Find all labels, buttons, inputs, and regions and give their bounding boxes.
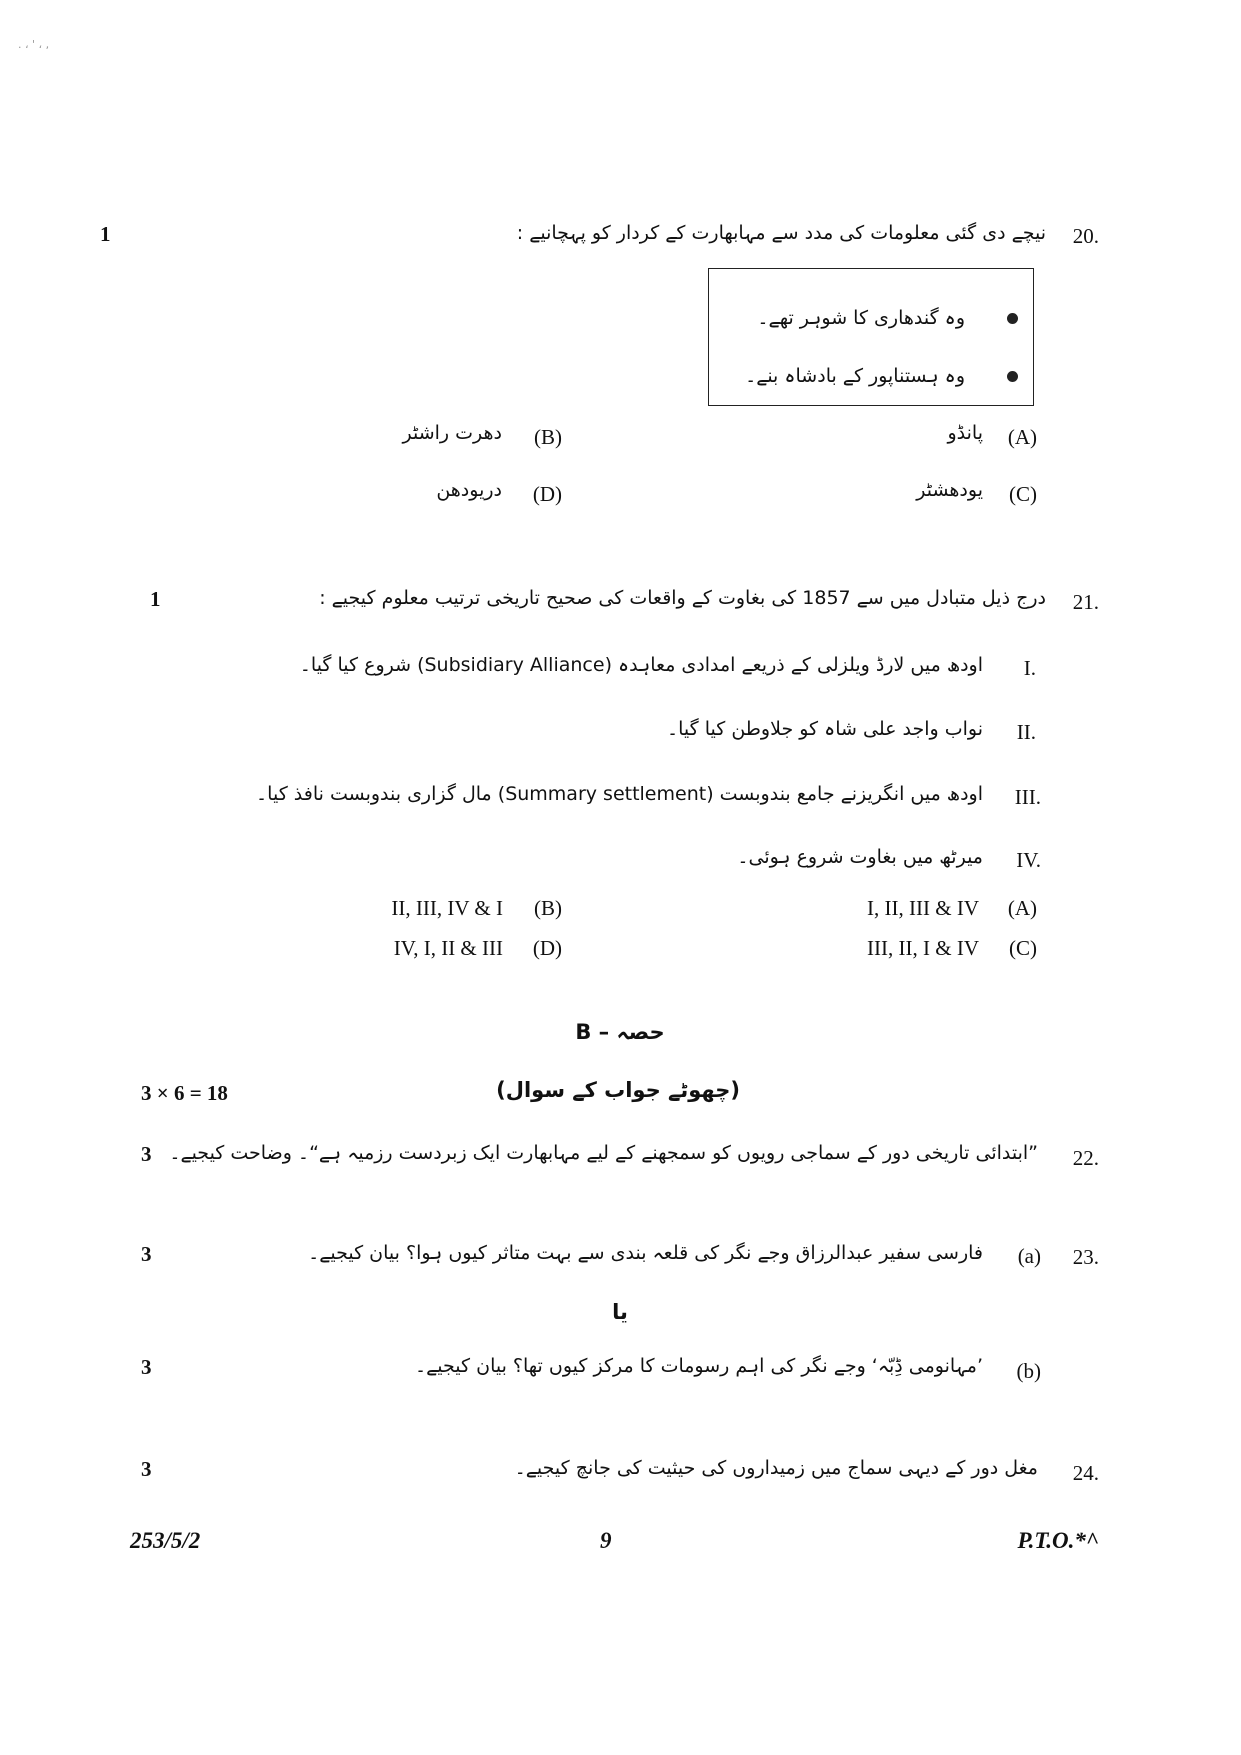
q21-event-3-roman: III. [1014, 785, 1041, 809]
q21-event-1-roman: I. [1023, 656, 1036, 680]
q21-option-b-text: II, III, IV & I [391, 896, 503, 920]
q21-option-a-label: (A) [1007, 896, 1037, 920]
q21-option-a-text: I, II, III & IV [867, 896, 979, 920]
q21-option-d-label: (D) [532, 936, 562, 960]
q21-event-2-roman: II. [1016, 720, 1036, 744]
q21-option-c-text: III, II, I & IV [867, 936, 979, 960]
q20-option-a-text: پانڈو [947, 422, 983, 444]
q21-event-1-text: اودھ میں لارڈ ویلزلی کے ذریعے امدادی معاہدہ (Subsidiary Alliance) شروع کیا گیا۔ [299, 654, 983, 676]
q21-option-d-text: IV, I, II & III [393, 936, 503, 960]
q21-marks: 1 [150, 587, 161, 611]
q21-event-3-text: اودھ میں انگریزنے جامع بندوبست (Summary settlement) مال گزاری بندوبست نافذ کیا۔ [256, 783, 983, 805]
q23a-text: فارسی سفیر عبدالرزاق وجے نگر کی قلعہ بندی سے بہت متاثر کیوں ہوا؟ بیان کیجیے۔ [308, 1242, 983, 1264]
q20-option-c-text: یودھشٹر [916, 479, 983, 501]
paper-code: 253/5/2 [130, 1528, 201, 1553]
q21-event-2-text: نواب واجد علی شاہ کو جلاوطن کیا گیا۔ [667, 718, 983, 740]
section-title: حصہ – B [575, 1020, 665, 1044]
q20-option-b-text: دھرت راشٹر [402, 422, 502, 444]
q20-bullet-text-1: وہ گندھاری کا شوہر تھے۔ [757, 307, 965, 329]
q23b-label: (b) [1016, 1359, 1041, 1383]
q20-number: 20. [1072, 224, 1099, 248]
scan-marks: . ، ' ، , [18, 38, 50, 51]
q21-number: 21. [1072, 590, 1099, 614]
pto-label: P.T.O.*^ [1017, 1528, 1099, 1553]
q20-option-a-label: (A) [1007, 425, 1037, 449]
q21-option-b-label: (B) [534, 896, 562, 920]
q20-option-d-label: (D) [532, 482, 562, 506]
q23-number: 23. [1072, 1245, 1099, 1269]
q20-text: نیچے دی گئی معلومات کی مدد سے مہابھارت کے کردار کو پہچانیے : [516, 222, 1046, 244]
q21-event-4-text: میرٹھ میں بغاوت شروع ہوئی۔ [737, 846, 983, 868]
q20-option-b-label: (B) [534, 425, 562, 449]
q23b-text: ’مہانومی ڈِبّہ‘ وجے نگر کی اہم رسومات کا مرکز کیوں تھا؟ بیان کیجیے۔ [415, 1355, 983, 1377]
q23-or: یا [612, 1300, 628, 1324]
q21-text: درج ذیل متبادل میں سے 1857 کی بغاوت کے واقعات کی صحیح تاریخی ترتیب معلوم کیجیے : [319, 587, 1046, 609]
q21-option-c-label: (C) [1009, 936, 1037, 960]
q20-bullet-1 [1007, 313, 1018, 324]
q20-option-c-label: (C) [1009, 482, 1037, 506]
page-number: 9 [600, 1528, 612, 1553]
q24-number: 24. [1072, 1461, 1099, 1485]
section-marks: 3 × 6 = 18 [141, 1081, 228, 1105]
q24-text: مغل دور کے دیہی سماج میں زمیداروں کی حیثیت کی جانچ کیجیے۔ [514, 1457, 1038, 1479]
q22-number: 22. [1072, 1146, 1099, 1170]
q20-marks: 1 [100, 222, 111, 246]
q22-text: ”ابتدائی تاریخی دور کے سماجی رویوں کو سمجھنے کے لیے مہابھارت ایک زبردست رزمیہ ہے“۔ وضاحت کیجیے۔ [169, 1142, 1038, 1164]
q23a-label: (a) [1017, 1244, 1041, 1268]
q20-bullet-text-2: وہ ہستناپور کے بادشاہ بنے۔ [745, 365, 965, 387]
section-subtitle: (چھوٹے جواب کے سوال) [496, 1078, 740, 1102]
q23a-marks: 3 [141, 1242, 152, 1266]
q23b-marks: 3 [141, 1355, 152, 1379]
q24-marks: 3 [141, 1457, 152, 1481]
q20-bullet-2 [1007, 371, 1018, 382]
q20-option-d-text: دریودھن [436, 479, 502, 501]
q22-marks: 3 [141, 1142, 152, 1166]
q21-event-4-roman: IV. [1016, 848, 1041, 872]
